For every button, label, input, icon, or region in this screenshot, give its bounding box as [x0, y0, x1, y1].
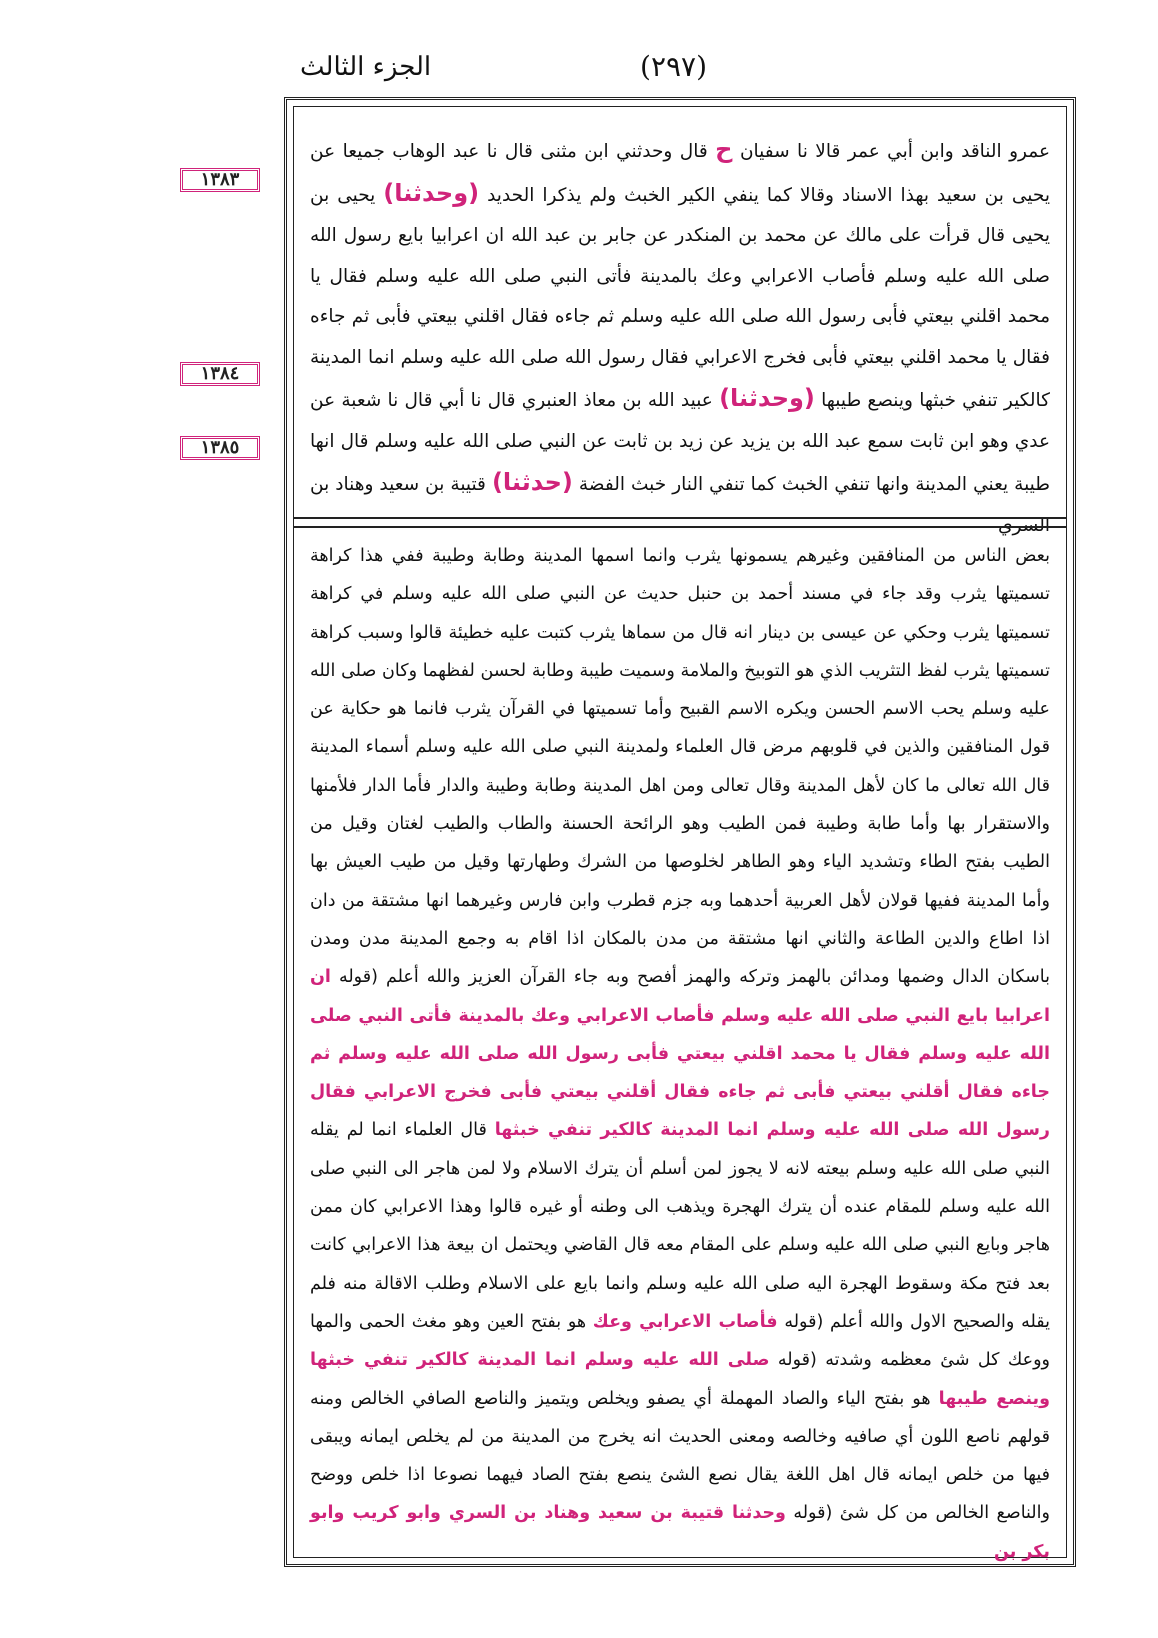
hadith-text-part: قتيبة بن سعيد وهناد بن السري [310, 474, 1050, 536]
hadith-text [310, 129, 1050, 546]
quote-open: (قوله [338, 967, 378, 988]
commentary-part: بعض الناس من المنافقين وغيرهم يسمونها يثرب وانما اسمها المدينة وطابة وطيبة ففي هذا كراهة تسميتها يثرب وقد جاء في مسند أحمد بن حنبل حديث عن النبي صلى الله عليه وسلم في كراهة تسميتها يثرب وحكي عن عيسى بن دينار انه قال من سماها يثرب كتبت عليه خطيئة قالوا وسبب كراهة تسميتها يثرب لفظ التثريب الذي هو التوبيخ والملامة وسميت طيبة وطابة لحسن لفظهما وكان صلى الله عليه وسلم يحب الاسم الحسن ويكره الاسم القبيح وأما تسميتها في القرآن يثرب فانما هو حكاية عن قول المنافقين والذين في قلوبهم مرض قال العلماء ولمدينة النبي صلى الله عليه وسلم أسماء المدينة قال الله تعالى ما كان لأهل المدينة وقال تعالى ومن اهل المدينة وطابة وطيبة والدار فأما الدار فلأمنها والاستقرار بها وأما طابة وطيبة فمن الطيب وهو الرائحة الحسنة والطاب والطيب لغتان وقيل من الطيب بفتح الطاء وتشديد الياء وهو الطاهر لخلوصها من الشرك وطهارتها وقيل من طيب العيش بها وأما المدينة ففيها قولان لأهل العربية أحدهما وبه جزم قطرب وابن فارس وغيرهما انها مشتقة من دان اذا اطاع والدين الطاعة والثاني انها مشتقة من مدن بالمكان اذا اقام به وجمع المدينة مدن ومدن باسكان الدال وضمها ومدائن بالهمز وتركه والهمز أفصح وبه جاء القرآن العزيز والله أعلم [310, 546, 1050, 988]
narration-marker: (حدثنا) [491, 468, 573, 496]
hadith-number-1384: ١٣٨٤ [180, 362, 260, 386]
tahwil-marker: ح [715, 135, 733, 163]
hadith-text-part: يحيى بن يحيى قال قرأت على مالك عن محمد بن المنكدر عن جابر بن عبد الله ان اعرابيا بايع رسول الله صلى الله عليه وسلم فأصاب الاعرابي وعك بالمدينة فأتى النبي صلى الله عليه وسلم فقال يا محمد اقلني بيعتي فأبى رسول الله صلى الله عليه وسلم ثم جاءه فقال اقلني بيعتي فأبى ثم جاءه فقال يا محمد اقلني بيعتي فأبى فخرج الاعرابي فقال رسول الله صلى الله عليه وسلم انما المدينة كالكير تنفي خبثها وينصع طيبها [310, 184, 1050, 411]
hadith-text-part: قال وحدثني ابن مثنى قال نا عبد الوهاب جميعا عن يحيى بن سعيد بهذا الاسناد وقالا كما ينفي الكير الخبث ولم يذكرا الحديد [310, 141, 1050, 206]
quote-open: (قوله [784, 1311, 824, 1332]
quoted-hadith: ان اعرابيا بايع النبي صلى الله عليه وسلم فأصاب الاعرابي وعك بالمدينة فأتى النبي صلى الله عليه وسلم فقال يا محمد اقلني بيعتي فأبى رسول الله صلى الله عليه وسلم ثم جاءه فقال أقلني بيعتي فأبى ثم جاءه فقال أقلني بيعتي فأبى فخرج الاعرابي فقال رسول الله صلى الله عليه وسلم انما المدينة كالكير تنفي خبثها [310, 967, 1050, 1141]
quoted-hadith: صلى الله عليه وسلم انما المدينة كالكير تنفي خبثها وينصع طيبها [310, 1350, 1050, 1409]
commentary-section [310, 537, 1050, 1562]
quoted-hadith: وحدثنا قتيبة بن سعيد وهناد بن السري وابو كريب وابو بكر بن [310, 1503, 1050, 1562]
page-number: (٢٩٧) [640, 50, 707, 83]
quote-open: (قوله [777, 1350, 817, 1371]
narration-marker: (وحدثنا) [719, 384, 815, 412]
quoted-hadith: فأصاب الاعرابي وعك [592, 1311, 778, 1332]
page-frame [284, 97, 1076, 1567]
hadith-number-1383: ١٣٨٣ [180, 168, 260, 192]
hadith-text-part: عبيد الله بن معاذ العنبري قال نا أبي قال نا شعبة عن عدي وهو ابن ثابت سمع عبد الله بن يزيد عن زيد بن ثابت عن النبي صلى الله عليه وسلم قال انها طيبة يعني المدينة وانها تنفي الخبث كما تنفي النار خبث الفضة [310, 390, 1050, 495]
commentary-part: هو بفتح العين وهو مغث الحمى والمها ووعك كل شئ معظمه وشدته [310, 1311, 1050, 1371]
narration-marker: (وحدثنا) [383, 178, 480, 207]
page-frame-inner [293, 106, 1067, 1562]
commentary-text [310, 537, 1050, 1571]
section-divider [294, 517, 1066, 528]
hadith-text-section [310, 129, 1050, 536]
commentary-part: قال العلماء انما لم يقله النبي صلى الله عليه وسلم بيعته لانه لا يجوز لمن أسلم أن يترك الاسلام ولا لمن هاجر الى النبي صلى الله عليه وسلم للمقام عنده أن يترك الهجرة ويذهب الى وطنه أو غيره قالوا وهذا الاعرابي كان ممن هاجر وبايع النبي صلى الله عليه وسلم على المقام معه قال القاضي ويحتمل ان بيعة هذا الاعرابي كانت بعد فتح مكة وسقوط الهجرة اليه صلى الله عليه وسلم وانما بايع على الاسلام وطلب الاقالة منه فلم يقله والصحيح الاول والله أعلم [310, 1120, 1050, 1332]
commentary-part: هو بفتح الياء والصاد المهملة أي يصفو ويخلص ويتميز والناصع الصافي الخالص ومنه قولهم ناصع اللون أي صافيه وخالصه ومعنى الحديث انه يخرج من المدينة من لم يخلص ايمانه ويبقى فيها من خلص ايمانه قال اهل اللغة يقال نصع الشئ ينصع بفتح الصاد فيهما نصوعا اذا خلص ووضح والناصع الخالص من كل شئ [310, 1388, 1050, 1524]
page-header-title: الجزء الثالث [300, 52, 432, 82]
hadith-number-1385: ١٣٨٥ [180, 436, 260, 460]
quote-open: (قوله [793, 1503, 833, 1524]
hadith-text-part: عمرو الناقد وابن أبي عمر قالا نا سفيان [739, 141, 1050, 162]
